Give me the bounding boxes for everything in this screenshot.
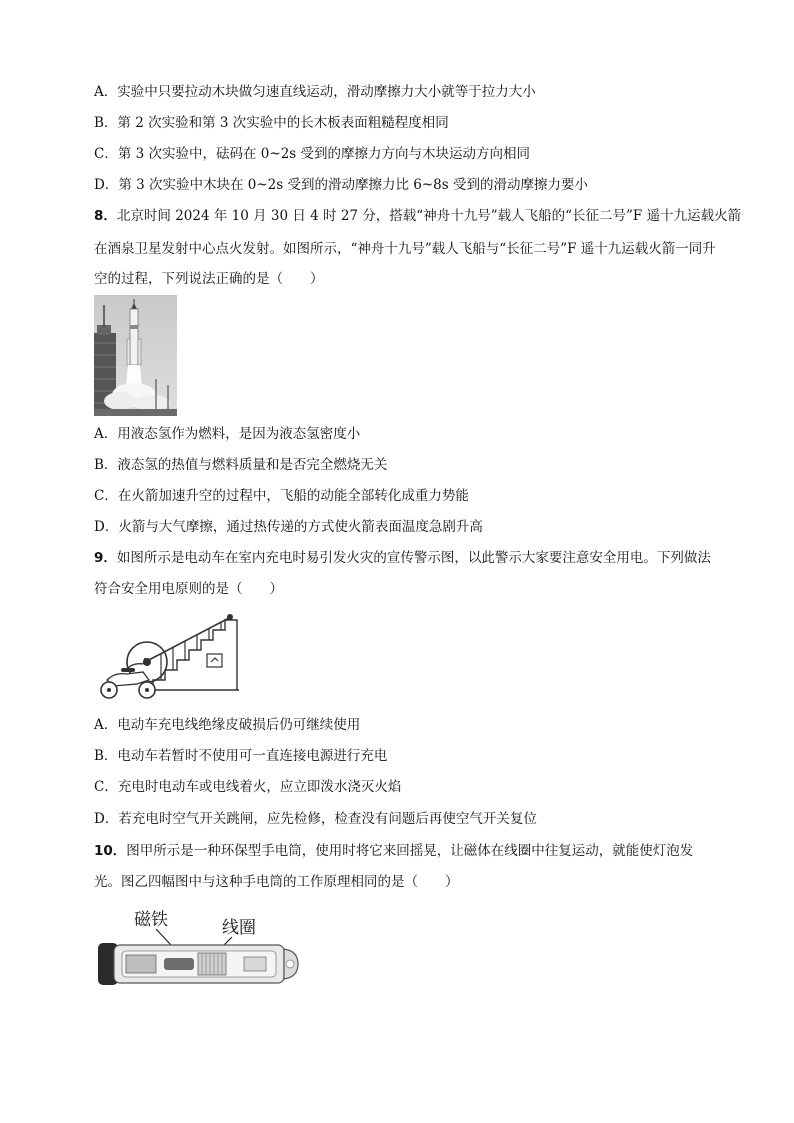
coil-label: 线圈 bbox=[222, 918, 256, 938]
q7-option-d: D．第 3 次实验中木块在 0~2s 受到的滑动摩擦力比 6~8s 受到的滑动摩擦力要小 bbox=[94, 177, 588, 193]
ebike-fire-warning-illustration bbox=[97, 610, 242, 702]
q10-stem-line-1 bbox=[94, 842, 693, 860]
q7-option-b: B．第 2 次实验和第 3 次实验中的长木板表面粗糙程度相同 bbox=[94, 115, 449, 131]
q7-option-c: C．第 3 次实验中，砝码在 0~2s 受到的摩擦力方向与木块运动方向相同 bbox=[94, 146, 531, 162]
q9-stem-line-1 bbox=[94, 549, 711, 567]
q10-number: 10． bbox=[94, 843, 127, 859]
q9-option-d: D．若充电时空气开关跳闸，应先检修，检查没有问题后再使空气开关复位 bbox=[94, 811, 537, 827]
q8-option-a: A．用液态氢作为燃料，是因为液态氢密度小 bbox=[94, 426, 361, 442]
q10-stem-text-1: 图甲所示是一种环保型手电筒，使用时将它来回摇晃，让磁体在线圈中往复运动，就能使灯泡发 bbox=[126, 843, 694, 859]
q10-stem-line-2: 光。图乙四幅图中与这种手电筒的工作原理相同的是（ ） bbox=[94, 874, 459, 890]
q8-stem-line-2: 在酒泉卫星发射中心点火发射。如图所示，“神舟十九号”载人飞船与“长征二号”F 遥十九运载火箭一同升 bbox=[94, 241, 716, 257]
q8-option-d: D．火箭与大气摩擦，通过热传递的方式使火箭表面温度急剧升高 bbox=[94, 519, 483, 535]
q8-stem-line-1 bbox=[94, 207, 741, 225]
q9-stem-text-1: 如图所示是电动车在室内充电时易引发火灾的宣传警示图，以此警示大家要注意安全用电。下列做法 bbox=[116, 550, 711, 566]
q8-stem-text-1: 北京时间 2024 年 10 月 30 日 4 时 27 分，搭载“神舟十九号”载人飞船的“长征二号”F 遥十九运载火箭 bbox=[116, 208, 742, 224]
q9-option-a: A．电动车充电线绝缘皮破损后仍可继续使用 bbox=[94, 717, 361, 733]
q9-stem-line-2: 符合安全用电原则的是（ ） bbox=[94, 581, 283, 597]
q7-option-a: A．实验中只要拉动木块做匀速直线运动，滑动摩擦力大小就等于拉力大小 bbox=[94, 84, 536, 100]
q8-option-c: C．在火箭加速升空的过程中，飞船的动能全部转化成重力势能 bbox=[94, 488, 469, 504]
magnet-label: 磁铁 bbox=[134, 910, 168, 930]
rocket-launch-photo bbox=[94, 295, 177, 416]
q8-number: 8． bbox=[94, 208, 117, 224]
q9-number: 9． bbox=[94, 550, 117, 566]
q9-option-c: C．充电时电动车或电线着火，应立即泼水浇灭火焰 bbox=[94, 779, 402, 795]
q8-stem-line-3: 空的过程，下列说法正确的是（ ） bbox=[94, 271, 324, 287]
q8-option-b: B．液态氢的热值与燃料质量和是否完全燃烧无关 bbox=[94, 457, 388, 473]
q9-option-b: B．电动车若暂时不使用可一直连接电源进行充电 bbox=[94, 748, 388, 764]
shake-flashlight-figure bbox=[94, 905, 304, 990]
